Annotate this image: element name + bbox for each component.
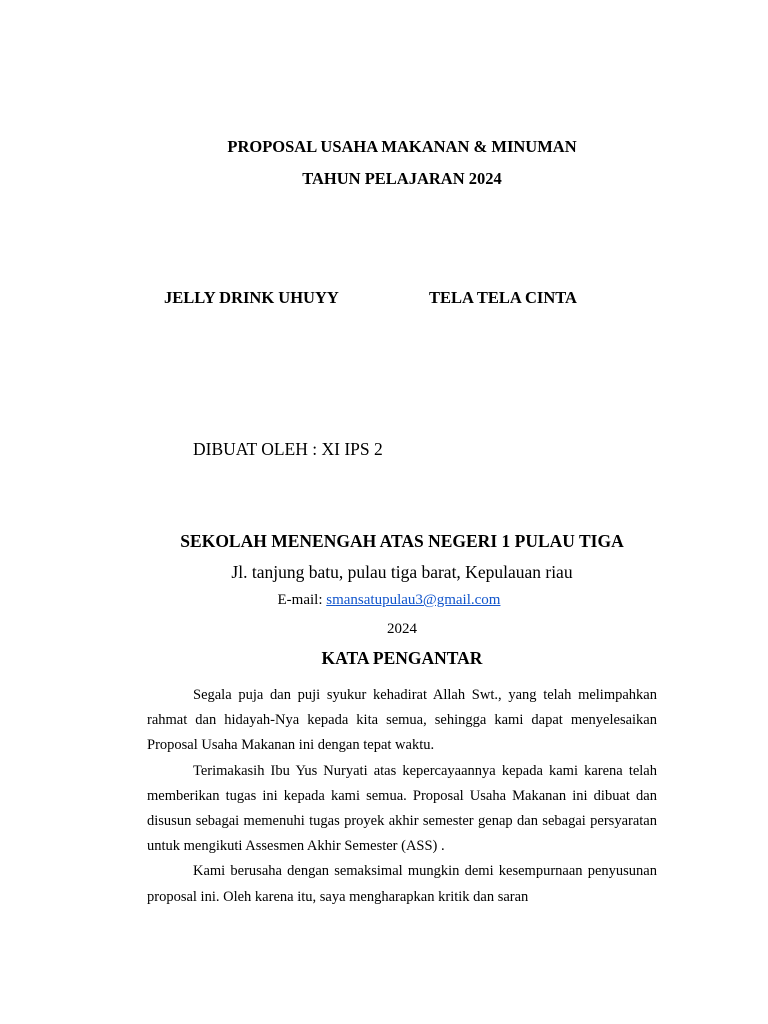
product-name-2: TELA TELA CINTA bbox=[429, 288, 577, 307]
preface-paragraph-1: Segala puja dan puji syukur kehadirat Allah Swt., yang telah melimpahkan rahmat dan hidayah-Nya kepada kita semua, sehingga kami dapat menyelesaikan Proposal Usaha Makanan ini dengan tepat waktu. bbox=[147, 687, 657, 754]
email-label: E-mail: bbox=[277, 592, 327, 608]
preface-paragraph-2: Terimakasih Ibu Yus Nuryati atas kepercayaannya kepada kami karena telah memberikan tugas ini kepada kami semua. Proposal Usaha Makanan ini dibuat dan disusun sebagai memenuhi tugas proyek akhir semester genap dan sebagai persyaratan untuk mengikuti Assesmen Akhir Semester (ASS) . bbox=[147, 762, 657, 855]
preface-heading: KATA PENGANTAR bbox=[321, 648, 483, 668]
email-line bbox=[0, 592, 768, 609]
preface-paragraph-3: Kami berusaha dengan semaksimal mungkin demi kesempurnaan penyusunan proposal ini. Oleh karena itu, saya mengharapkan kritik dan saran bbox=[147, 863, 657, 905]
proposal-subtitle: TAHUN PELAJARAN 2024 bbox=[302, 169, 502, 188]
school-address: Jl. tanjung batu, pulau tiga barat, Kepulauan riau bbox=[231, 562, 573, 582]
made-by-line: DIBUAT OLEH : XI IPS 2 bbox=[193, 439, 383, 459]
school-name: SEKOLAH MENENGAH ATAS NEGERI 1 PULAU TIGA bbox=[180, 531, 624, 551]
email-link[interactable]: smansatupulau3@gmail.com bbox=[326, 592, 501, 608]
document-year: 2024 bbox=[387, 621, 417, 637]
product-name-1: JELLY DRINK UHUYY bbox=[164, 288, 339, 307]
proposal-title: PROPOSAL USAHA MAKANAN & MINUMAN bbox=[227, 137, 577, 156]
preface-body bbox=[147, 683, 657, 910]
